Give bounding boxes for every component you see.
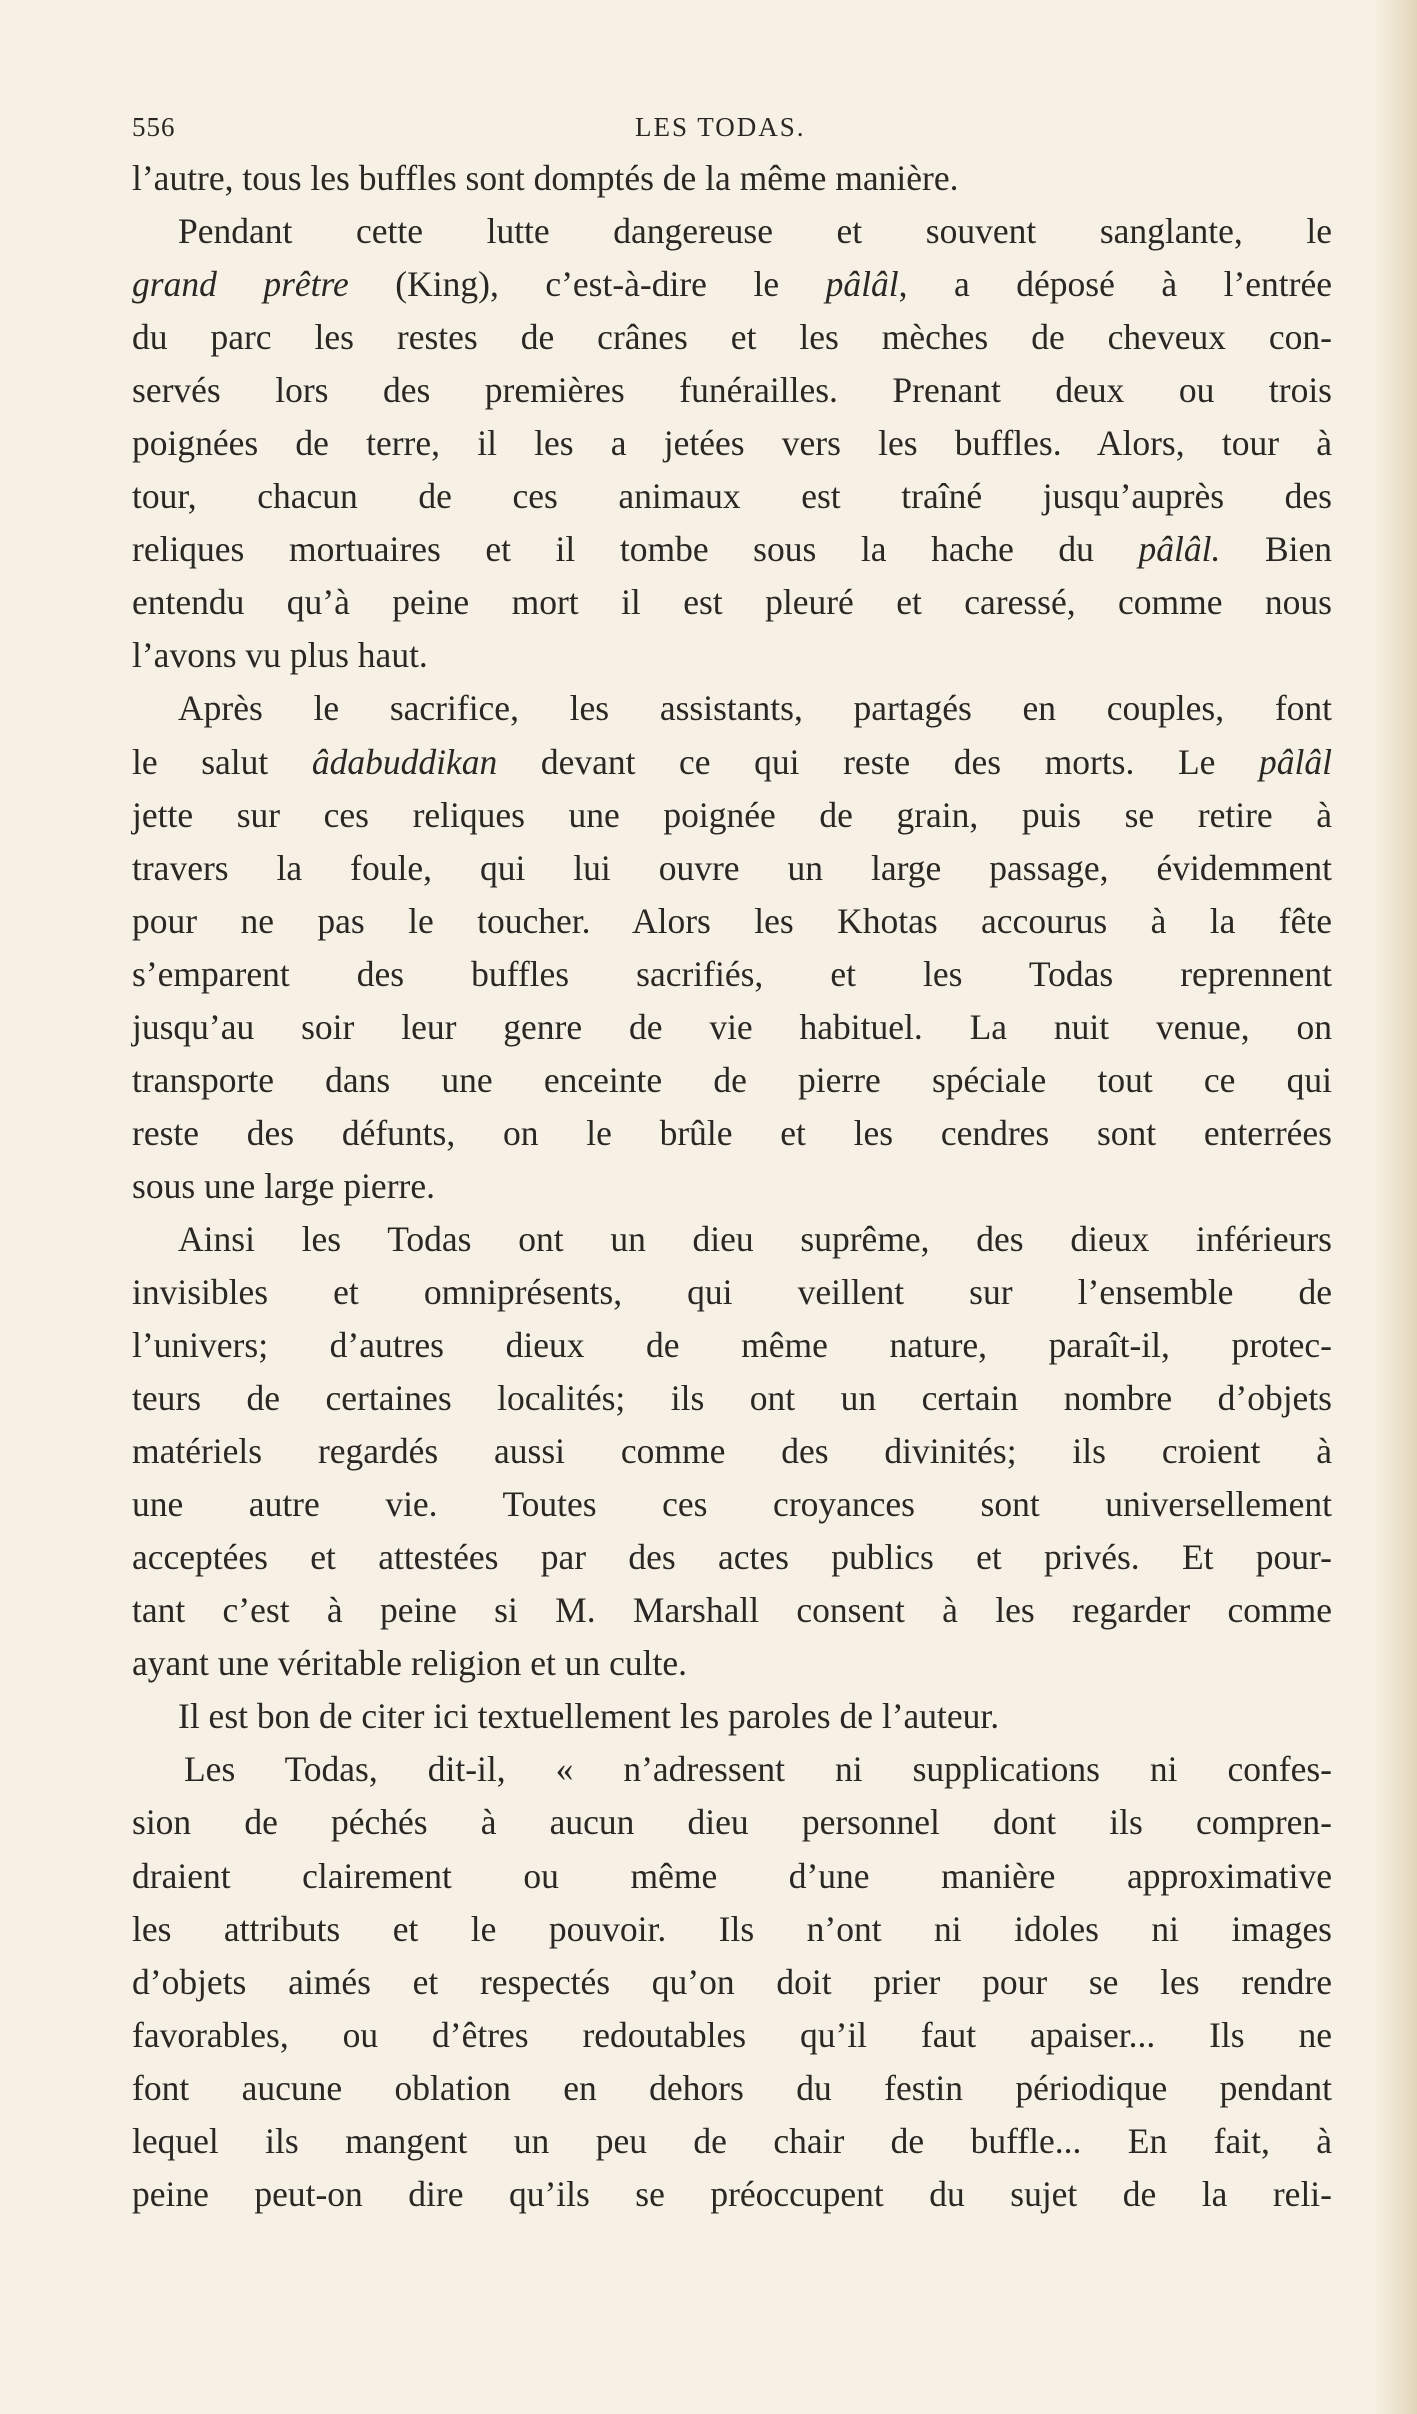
text-line <box>132 1478 1332 1531</box>
text-line <box>132 629 1332 682</box>
page-header <box>132 112 1332 156</box>
text-line <box>132 1956 1332 2009</box>
text-segment: d’objets aimés et respectés qu’on doit prier pour se les rendre <box>132 1961 1332 2002</box>
text-line <box>132 1213 1332 1266</box>
italic-term: pâlâl <box>825 264 899 305</box>
text-line <box>132 1903 1332 1956</box>
text-segment: peine peut-on dire qu’ils se préoccupent du sujet de la reli- <box>132 2173 1332 2214</box>
text-segment: une autre vie. Toutes ces croyances sont universellement <box>132 1484 1332 1525</box>
text-segment: Il est bon de citer ici textuellement les paroles de l’auteur. <box>178 1696 1000 1737</box>
text-line <box>132 682 1332 735</box>
text-line <box>132 1531 1332 1584</box>
text-segment: l’avons vu plus haut. <box>132 635 428 676</box>
text-segment: sous une large pierre. <box>132 1165 435 1206</box>
text-segment: du parc les restes de crânes et les mèches de cheveux con- <box>132 317 1332 358</box>
text-segment: l’autre, tous les buffles sont domptés de la même manière. <box>132 158 959 198</box>
text-segment: pour ne pas le toucher. Alors les Khotas accourus à la fête <box>132 900 1332 941</box>
page-number: 556 <box>132 112 176 142</box>
text-line <box>132 1107 1332 1160</box>
text-segment: Pendant cette lutte dangereuse et souvent sanglante, le <box>178 211 1332 252</box>
text-segment: sion de péchés à aucun dieu personnel dont ils compren- <box>132 1802 1332 1843</box>
text-line <box>132 1425 1332 1478</box>
text-segment: ayant une véritable religion et un culte. <box>132 1643 687 1684</box>
text-line <box>132 1319 1332 1372</box>
text-segment: jette sur ces reliques une poignée de grain, puis se retire à <box>132 794 1332 835</box>
text-segment: les attributs et le pouvoir. Ils n’ont ni idoles ni images <box>132 1908 1332 1949</box>
text-segment: , a déposé à l’entrée <box>898 264 1332 305</box>
text-line <box>132 205 1332 258</box>
text-line <box>132 1796 1332 1849</box>
text-segment: transporte dans une enceinte de pierre spéciale tout ce qui <box>132 1059 1332 1100</box>
text-segment: font aucune oblation en dehors du festin périodique pendant <box>132 2067 1332 2108</box>
text-line <box>132 576 1332 629</box>
text-line <box>132 364 1332 417</box>
text-segment: invisibles et omniprésents, qui veillent sur l’ensemble de <box>132 1271 1332 1312</box>
text-segment: poignées de terre, il les a jetées vers les buffles. Alors, tour à <box>132 423 1332 464</box>
text-line <box>132 2062 1332 2115</box>
text-line <box>132 948 1332 1001</box>
text-segment: reliques mortuaires et il tombe sous la hache du <box>132 529 1139 570</box>
text-segment: s’emparent des buffles sacrifiés, et les Todas reprennent <box>132 953 1332 994</box>
text-segment: (King), c’est-à-dire le <box>348 264 826 305</box>
text-segment: tant c’est à peine si M. Marshall consent à les regarder comme <box>132 1590 1332 1631</box>
text-line <box>132 1637 1332 1690</box>
text-line <box>132 1054 1332 1107</box>
text-segment: lequel ils mangent un peu de chair de buffle... En fait, à <box>132 2120 1332 2161</box>
text-line <box>132 152 1332 205</box>
text-line <box>132 1001 1332 1054</box>
text-line <box>132 895 1332 948</box>
text-line <box>132 258 1332 311</box>
text-line <box>132 789 1332 842</box>
text-line <box>132 1743 1332 1796</box>
text-segment: servés lors des premières funérailles. Prenant deux ou trois <box>132 370 1332 411</box>
text-line <box>132 2168 1332 2221</box>
italic-term: âdabuddikan <box>311 741 498 782</box>
text-line <box>132 1160 1332 1213</box>
text-segment: favorables, ou d’êtres redoutables qu’il faut apaiser... Ils ne <box>132 2014 1332 2055</box>
text-line <box>132 842 1332 895</box>
text-line <box>132 1690 1332 1743</box>
text-line <box>132 2009 1332 2062</box>
text-line <box>132 417 1332 470</box>
text-line <box>132 1266 1332 1319</box>
text-segment: reste des défunts, on le brûle et les cendres sont enterrées <box>132 1112 1332 1153</box>
text-segment: jusqu’au soir leur genre de vie habituel. La nuit venue, on <box>132 1006 1332 1047</box>
body-text <box>132 152 1332 2221</box>
text-line <box>132 2115 1332 2168</box>
text-segment: le salut <box>132 741 312 782</box>
text-segment: devant ce qui reste des morts. Le <box>497 741 1260 782</box>
text-segment: Bien <box>1220 529 1332 570</box>
text-segment: travers la foule, qui lui ouvre un large passage, évidemment <box>132 847 1332 888</box>
text-segment: teurs de certaines localités; ils ont un certain nombre d’objets <box>132 1378 1332 1419</box>
text-segment: acceptées et attestées par des actes publics et privés. Et pour- <box>132 1537 1332 1578</box>
text-segment: Les Todas, dit-il, « n’adressent ni supplications ni confes- <box>184 1749 1332 1790</box>
text-line <box>132 1850 1332 1903</box>
text-line <box>132 470 1332 523</box>
text-line <box>132 1584 1332 1637</box>
text-line <box>132 523 1332 576</box>
italic-term: pâlâl <box>1259 741 1332 782</box>
text-segment: entendu qu’à peine mort il est pleuré et caressé, comme nous <box>132 582 1332 623</box>
italic-term: grand prêtre <box>132 264 349 305</box>
text-segment: draient clairement ou même d’une manière approximative <box>132 1855 1332 1896</box>
text-segment: matériels regardés aussi comme des divinités; ils croient à <box>132 1431 1332 1472</box>
text-segment: l’univers; d’autres dieux de même nature, paraît-il, protec- <box>132 1325 1332 1366</box>
running-title: LES TODAS. <box>635 112 806 142</box>
text-line <box>132 311 1332 364</box>
text-line <box>132 736 1332 789</box>
text-segment: Après le sacrifice, les assistants, partagés en couples, font <box>178 688 1332 729</box>
page-edge-shadow <box>1373 0 1417 2414</box>
text-line <box>132 1372 1332 1425</box>
text-segment: Ainsi les Todas ont un dieu suprême, des dieux inférieurs <box>178 1218 1332 1259</box>
text-segment: tour, chacun de ces animaux est traîné jusqu’auprès des <box>132 476 1332 517</box>
italic-term: pâlâl. <box>1138 529 1221 570</box>
